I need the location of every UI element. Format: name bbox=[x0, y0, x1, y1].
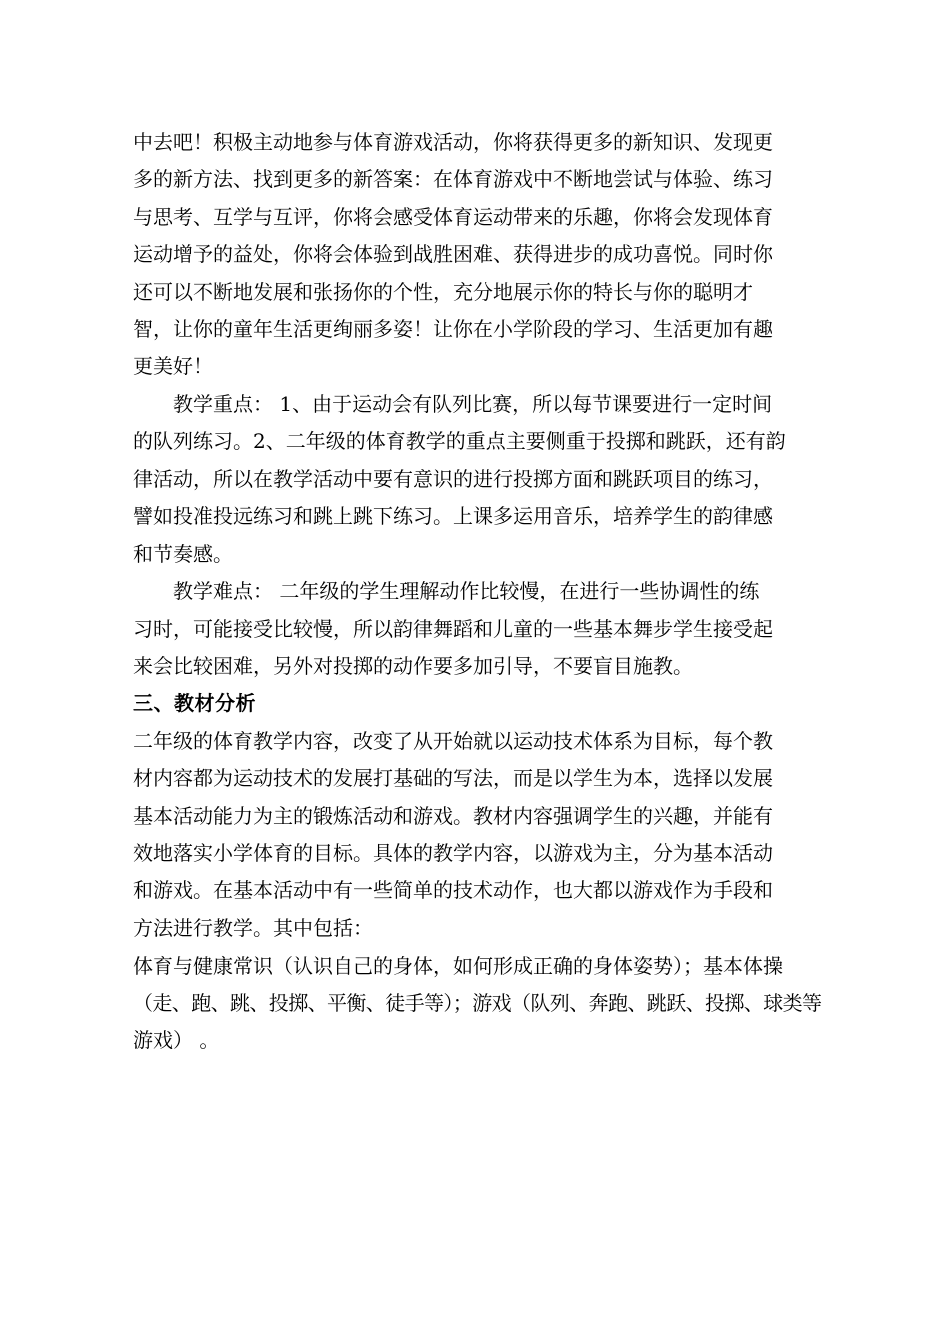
materials-line-1: 二年级的体育教学内容，改变了从开始就以运动技术体系为目标，每个教 bbox=[133, 729, 773, 753]
intro-line-5: 还可以不断地发展和张扬你的个性，充分地展示你的特长与你的聪明才 bbox=[133, 280, 753, 304]
key-points-line-5: 和节奏感。 bbox=[133, 542, 233, 566]
intro-line-3: 与思考、互学与互评，你将会感受体育运动带来的乐趣，你将会发现体育 bbox=[133, 205, 773, 229]
key-points-line-4: 譬如投准投远练习和跳上跳下练习。上课多运用音乐，培养学生的韵律感 bbox=[133, 504, 773, 528]
key-points-line-1: 教学重点： 1、由于运动会有队列比赛，所以每节课要进行一定时间 bbox=[133, 392, 773, 416]
difficulties-line-3: 来会比较困难，另外对投掷的动作要多加引导，不要盲目施教。 bbox=[133, 654, 693, 678]
difficulties-line-2: 习时，可能接受比较慢，所以韵律舞蹈和儿童的一些基本舞步学生接受起 bbox=[133, 617, 773, 641]
key-points-line-3: 律活动，所以在教学活动中要有意识的进行投掷方面和跳跃项目的练习， bbox=[133, 467, 773, 491]
materials-line-2: 材内容都为运动技术的发展打基础的写法，而是以学生为本，选择以发展 bbox=[133, 766, 773, 790]
materials-line-6: 方法进行教学。其中包括： bbox=[133, 916, 373, 940]
materials-line-3: 基本活动能力为主的锻炼活动和游戏。教材内容强调学生的兴趣，并能有 bbox=[133, 804, 773, 828]
intro-line-6: 智，让你的童年生活更绚丽多姿！让你在小学阶段的学习、生活更加有趣 bbox=[133, 317, 773, 341]
contents-line-3: 游戏） 。 bbox=[133, 1028, 220, 1052]
intro-line-4: 运动增予的益处，你将会体验到战胜困难、获得进步的成功喜悦。同时你 bbox=[133, 242, 773, 266]
section-heading: 三、教材分析 bbox=[133, 691, 256, 715]
contents-line-2: （走、跑、跳、投掷、平衡、徒手等）；游戏（队列、奔跑、跳跃、投掷、球类等 bbox=[133, 991, 822, 1015]
materials-line-4: 效地落实小学体育的目标。具体的教学内容，以游戏为主，分为基本活动 bbox=[133, 841, 773, 865]
intro-line-7: 更美好！ bbox=[133, 354, 213, 378]
intro-line-2: 多的新方法、找到更多的新答案：在体育游戏中不断地尝试与体验、练习 bbox=[133, 167, 773, 191]
difficulties-line-1: 教学难点： 二年级的学生理解动作比较慢，在进行一些协调性的练 bbox=[133, 579, 760, 603]
intro-line-1: 中去吧！积极主动地参与体育游戏活动，你将获得更多的新知识、发现更 bbox=[133, 130, 773, 154]
materials-line-5: 和游戏。在基本活动中有一些简单的技术动作，也大都以游戏作为手段和 bbox=[133, 878, 773, 902]
contents-line-1: 体育与健康常识（认识自己的身体，如何形成正确的身体姿势）；基本体操 bbox=[133, 954, 783, 978]
key-points-line-2: 的队列练习。2、二年级的体育教学的重点主要侧重于投掷和跳跃，还有韵 bbox=[133, 429, 786, 453]
